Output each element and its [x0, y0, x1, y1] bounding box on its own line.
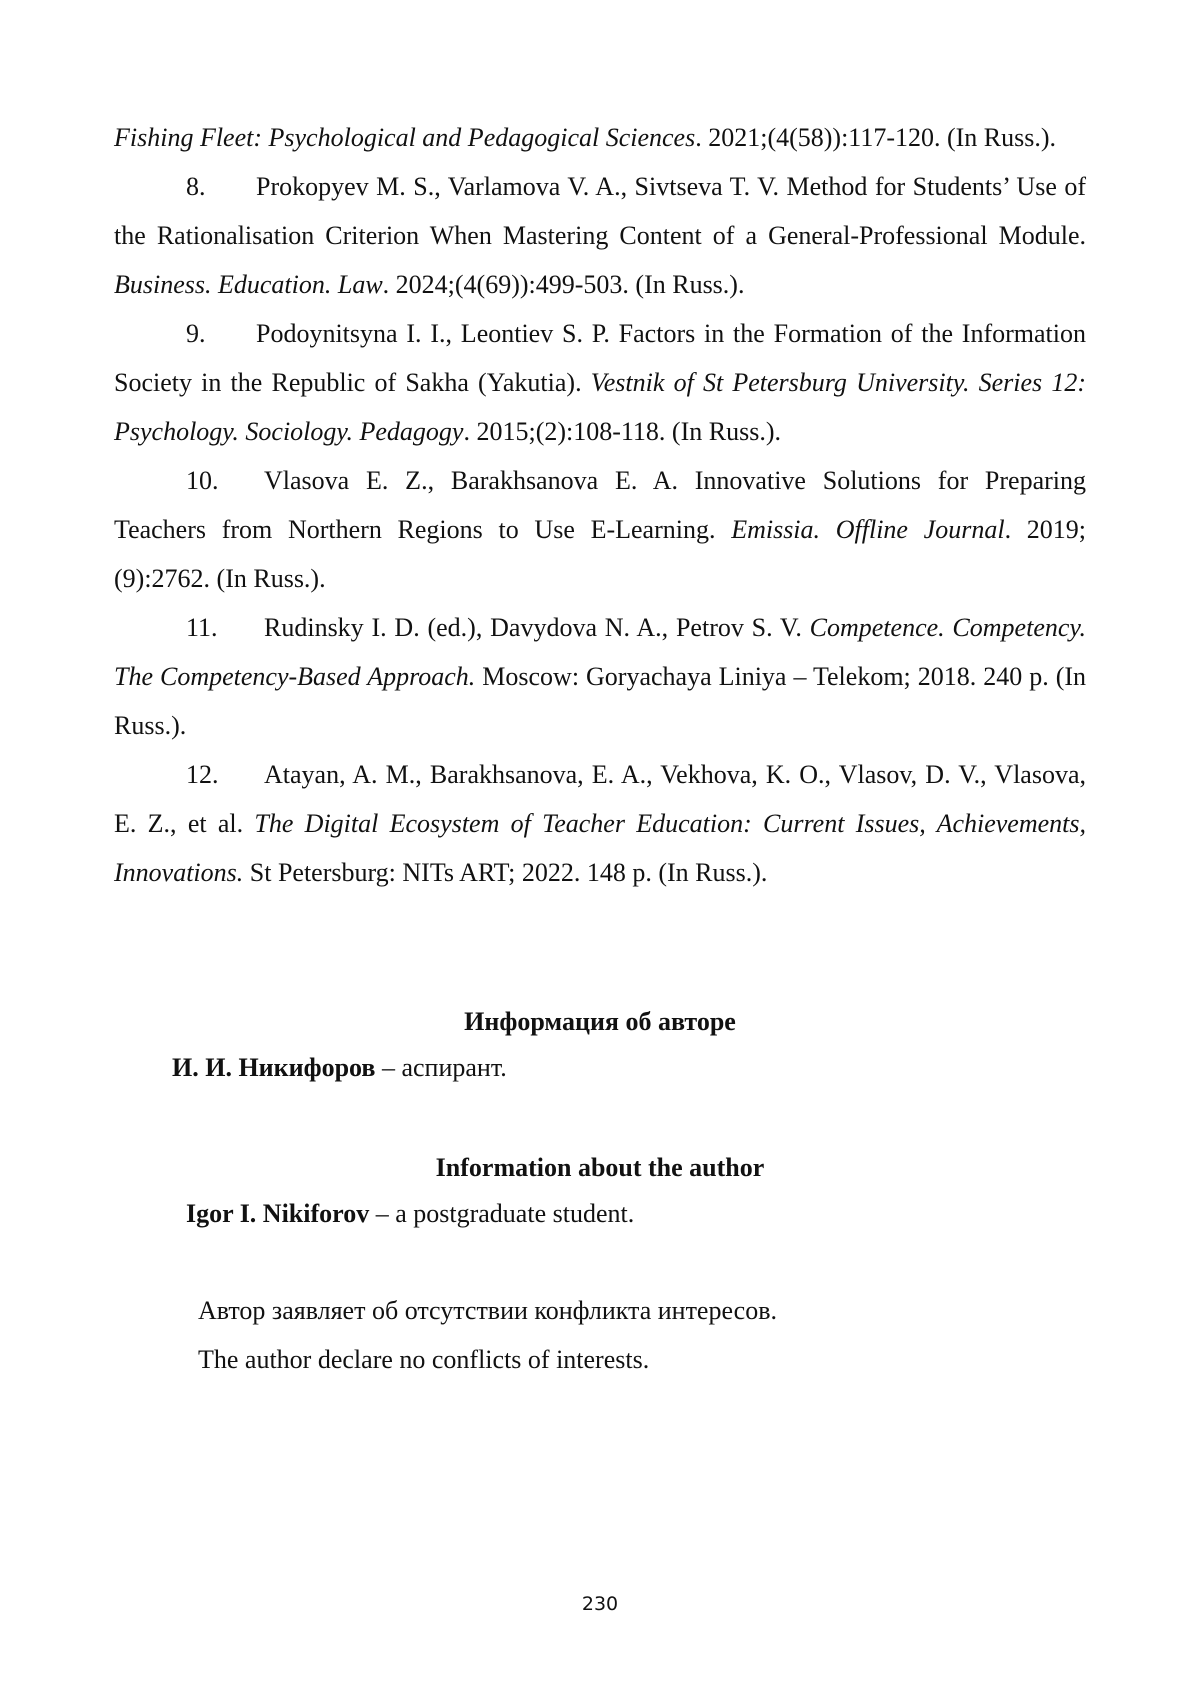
- reference-details: . 2015;(2):108-118. (In Russ.).: [463, 417, 781, 446]
- reference-authors-title: Prokopyev M. S., Varlamova V. A., Sivtseva T. V. Method for Students’ Use of the Rationalisation Criterion When Mastering Content of a General-Professional Module.: [114, 172, 1086, 250]
- journal-title: Vestnik of St Petersburg University. Series 12: Psychology. Sociology. Pedagogy: [114, 368, 1086, 446]
- reference-details: St Petersburg: NITs ART; 2022. 148 p. (In Russ.).: [243, 858, 768, 887]
- reference-number: 11.: [186, 613, 218, 642]
- reference-details: . 2024;(4(69)):499-503. (In Russ.).: [382, 270, 745, 299]
- reference-item-12: [114, 750, 1086, 897]
- reference-number: 8.: [186, 172, 206, 201]
- book-title: The Digital Ecosystem of Teacher Education: Current Issues, Achievements, Innovations.: [114, 809, 1086, 887]
- reference-item-9: [114, 309, 1086, 456]
- reference-number: 10.: [186, 466, 219, 495]
- reference-continuation: [114, 113, 1086, 162]
- page-number: 230: [581, 1593, 619, 1615]
- reference-authors: Atayan, A. M., Barakhsanova, E. A., Vekhova, K. O., Vlasov, D. V., Vlasova, E. Z., et al.: [114, 760, 1086, 838]
- author-info-heading-ru: Информация об авторе: [464, 1007, 736, 1036]
- reference-item-8: [114, 162, 1086, 309]
- conflict-declaration-en: The author declare no conflicts of interests.: [198, 1345, 650, 1374]
- journal-title: Emissia. Offline Journal: [731, 515, 1005, 544]
- author-role-en: – a postgraduate student.: [369, 1199, 635, 1228]
- reference-number: 9.: [186, 319, 206, 348]
- journal-title: Business. Education. Law: [114, 270, 383, 299]
- reference-list: [114, 113, 1086, 897]
- reference-details: . 2019;(9):2762. (In Russ.).: [114, 515, 1087, 593]
- author-name-en: Igor I. Nikiforov: [186, 1199, 370, 1228]
- reference-authors-title: Podoynitsyna I. I., Leontiev S. P. Factors in the Formation of the Information Society in the Republic of Sakha (Yakutia).: [114, 319, 1086, 397]
- journal-title: Fishing Fleet: Psychological and Pedagogical Sciences: [114, 123, 696, 152]
- author-role-ru: – аспирант.: [375, 1053, 507, 1082]
- author-line-en: [186, 1196, 634, 1232]
- author-line-ru: [172, 1050, 507, 1086]
- author-info-heading-en: Information about the author: [435, 1153, 765, 1182]
- reference-item-10: [114, 456, 1086, 603]
- author-name-ru: И. И. Никифоров: [172, 1053, 376, 1082]
- reference-authors-title: Vlasova E. Z., Barakhsanova E. A. Innovative Solutions for Preparing Teachers from Northern Regions to Use E-Learning.: [114, 466, 1086, 544]
- reference-number: 12.: [186, 760, 219, 789]
- conflict-declaration-ru: Автор заявляет об отсутствии конфликта интересов.: [198, 1296, 777, 1325]
- reference-details: . 2021;(4(58)):117-120. (In Russ.).: [695, 123, 1057, 152]
- reference-authors: Rudinsky I. D. (ed.), Davydova N. A., Petrov S. V.: [264, 613, 810, 642]
- reference-item-11: [114, 603, 1086, 750]
- book-title: Competence. Competency. The Competency-Based Approach.: [114, 613, 1086, 691]
- reference-details: Moscow: Goryachaya Liniya – Telekom; 2018. 240 p. (In Russ.).: [114, 662, 1087, 740]
